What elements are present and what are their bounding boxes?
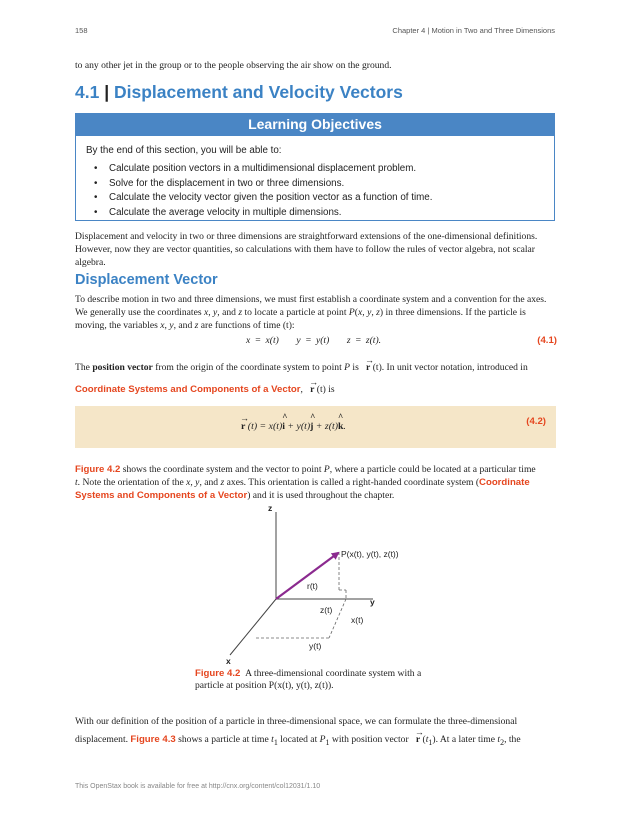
learning-objectives-list <box>86 162 544 220</box>
text-line: Figure 4.2 A three-dimensional coordinate system with a <box>195 668 422 679</box>
text-line: To describe motion in two and three dimensions, we must first establish a coordinate system and a convention for the axes. <box>75 294 547 305</box>
link-coordinate-systems[interactable]: Coordinate <box>479 477 530 488</box>
list-item: • Calculate the average velocity in multiple dimensions. <box>109 206 544 221</box>
text-line: The position vector from the origin of the coordinate system to point P is → r (t). In unit vector notation, introduced in <box>75 357 556 379</box>
axis-label-y: y <box>370 597 375 607</box>
y-component-label: y(t) <box>309 641 322 651</box>
equation-4-1: x = x(t) y = y(t) z = z(t). <box>246 335 382 346</box>
section-title-text: Displacement and Velocity Vectors <box>113 82 403 102</box>
link-figure-4-3[interactable]: Figure 4.3 <box>130 734 176 745</box>
list-item: • Calculate position vectors in a multidimensional displacement problem. <box>109 162 544 177</box>
text-line: Displacement and velocity in two or three dimensions are straightforward extensions of the one-dimensional definitions. <box>75 231 538 242</box>
learning-objectives-box <box>75 113 555 221</box>
section-number: 4.1 <box>75 82 100 102</box>
text-line: displacement. Figure 4.3 shows a particle at time $t_1$ located at $P_1$ with position vector → r $(t_1)$. At a later time $t_2$, the <box>75 731 556 752</box>
link-figure-4-2[interactable]: Figure 4.2 <box>75 464 121 475</box>
text-line: algebra. <box>75 256 106 268</box>
link-coordinate-systems[interactable]: Coordinate Systems and Components of a Vector <box>75 384 301 395</box>
text-line: Figure 4.2 shows the coordinate system and the vector to point P, where a particle could be located at a particular time <box>75 464 536 475</box>
text-line: particle at position P(x(t), y(t), z(t)). <box>195 680 334 691</box>
equation-4-2-box <box>75 406 556 448</box>
text-line: t. Note the orientation of the x, y, and z axes. This orientation is called a right-handed coordinate system (Coordinate <box>75 477 530 488</box>
section-separator: | <box>104 82 110 102</box>
text-line: Systems and Components of a Vector) and it is used throughout the chapter. <box>75 490 395 501</box>
paragraph-displacement <box>75 713 556 752</box>
text-line: Coordinate Systems and Components of a Vector, → r (t) is <box>75 379 556 401</box>
figure-caption <box>195 668 435 692</box>
footer-note: This OpenStax book is available for free at http://cnx.org/content/col12031/1.10 <box>75 783 321 790</box>
link-coordinate-systems[interactable]: Systems and Components of a Vector <box>75 490 248 501</box>
running-header: Chapter 4 | Motion in Two and Three Dimensions <box>392 26 555 35</box>
text-line: With our definition of the position of a particle in three-dimensional space, we can formulate the three-dimensional <box>75 716 518 727</box>
page-number: 158 <box>75 26 88 35</box>
text-line: However, now they are vector quantities, so calculations with them have to follow the rules of vector algebra, not scalar <box>75 243 535 255</box>
paragraph-coordinates <box>75 294 556 332</box>
paragraph-figure-reference <box>75 463 556 502</box>
learning-objectives-lead: By the end of this section, you will be able to: <box>86 145 282 156</box>
subsection-title: Displacement Vector <box>75 272 218 288</box>
axis-label-x: x <box>226 656 231 666</box>
x-axis <box>230 599 276 655</box>
z-component-label: z(t) <box>320 605 333 615</box>
text-line: We generally use the coordinates x, y, and z to locate a particle at point P(x, y, z) in three dimensions. If the particle is <box>75 306 526 318</box>
equation-4-2: → r (t) = x(t)^ i + y(t)^ j + z(t)^ k. <box>241 421 346 432</box>
position-vector <box>276 553 338 599</box>
x-component-label: x(t) <box>351 615 364 625</box>
paragraph-position-vector <box>75 357 556 401</box>
list-item: • Calculate the velocity vector given the position vector as a function of time. <box>109 191 544 206</box>
equation-number: (4.1) <box>537 335 557 346</box>
caption-label: Figure 4.2 <box>195 668 241 679</box>
intro-line: to any other jet in the group or to the people observing the air show on the ground. <box>75 60 392 71</box>
section-title <box>75 82 403 103</box>
axis-label-z: z <box>268 503 273 513</box>
vector-label: r(t) <box>307 581 318 591</box>
text-line: moving, the variables x, y, and z are functions of time (t): <box>75 319 295 331</box>
point-label: P(x(t), y(t), z(t)) <box>341 549 399 559</box>
equation-number: (4.2) <box>526 416 546 427</box>
paragraph-intro <box>75 231 556 269</box>
learning-objectives-heading: Learning Objectives <box>76 114 554 136</box>
list-item: • Solve for the displacement in two or three dimensions. <box>109 177 544 192</box>
